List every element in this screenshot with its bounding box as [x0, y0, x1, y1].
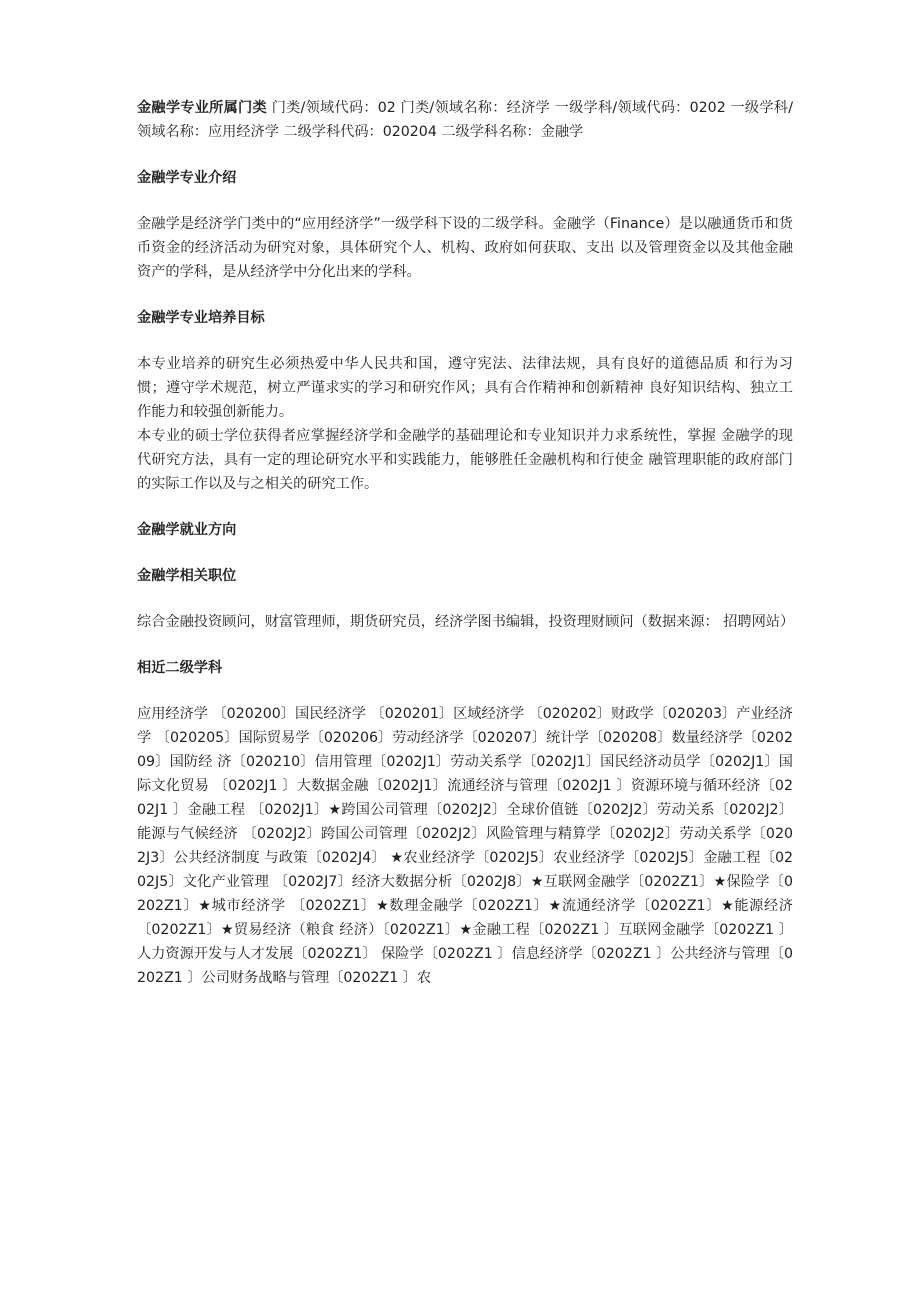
goals-heading: 金融学专业培养目标: [137, 310, 265, 326]
affiliation-text: 门类/领域代码：02 门类/领域名称：经济学 一级学科/领域代码：0202 一级学科/领域名称：应用经济学 二级学科代码：020204 二级学科名称：金融学: [137, 100, 794, 140]
goals-paragraph-1: 本专业培养的研究生必须热爱中华人民共和国，遵守宪法、法律法规，具有良好的道德品质 和行为习惯；遵守学术规范，树立严谨求实的学习和研究作风；具有合作精神和创新精神 良好知识结构、独立工作能力和较强创新能力。: [137, 356, 793, 420]
related-body: 应用经济学 〔020200〕国民经济学 〔020201〕区域经济学 〔020202〕财政学〔020203〕产业经济学 〔020205〕国际贸易学〔020206〕劳动经济学〔020207〕统计学〔020208〕数量经济学〔020209〕国防经 济〔020210〕信用管理〔0202J1〕劳动关系学〔0202J1〕国民经济动员学〔0202J1〕国际文化贸易 〔0202J1 〕大数据金融〔0202J1〕流通经济与管理〔0202J1 〕资源环境与循环经济〔0202J1 〕金融工程 〔0202J1〕★跨国公司管理〔0202J2〕全球价值链〔0202J2〕劳动关系〔0202J2〕能源与气候经济 〔0202J2〕跨国公司管理〔0202J2〕风险管理与精算学〔0202J2〕劳动关系学〔0202J3〕公共经济制度 与政策〔0202J4〕 ★农业经济学〔0202J5〕农业经济学〔0202J5〕金融工程〔0202J5〕文化产业管理 〔0202J7〕经济大数据分析〔0202J8〕★互联网金融学〔0202Z1〕★保险学〔0202Z1〕★城市经济学 〔0202Z1〕★数理金融学〔0202Z1〕★流通经济学〔0202Z1〕★能源经济〔0202Z1〕★贸易经济（粮食 经济）〔0202Z1〕★金融工程〔0202Z1 〕互联网金融学〔0202Z1 〕人力资源开发与人才发展〔0202Z1〕 保险学〔0202Z1 〕信息经济学〔0202Z1 〕公共经济与管理〔0202Z1 〕公司财务战略与管理〔0202Z1 〕农: [137, 706, 793, 986]
employment-heading: 金融学就业方向: [137, 522, 237, 538]
goals-paragraph-2: 本专业的硕士学位获得者应掌握经济学和金融学的基础理论和专业知识并力求系统性，掌握 金融学的现代研究方法，具有一定的理论研究水平和实践能力，能够胜任金融机构和行使金 融管理职能的政府部门的实际工作以及与之相关的研究工作。: [137, 428, 793, 492]
affiliation-label: 金融学专业所属门类: [137, 100, 267, 116]
intro-body: 金融学是经济学门类中的“应用经济学”一级学科下设的二级学科。金融学（Finance）是以融通货币和货币资金的经济活动为研究对象，具体研究个人、机构、政府如何获取、支出 以及管理资金以及其他金融资产的学科，是从经济学中分化出来的学科。: [137, 216, 793, 280]
related-heading: 相近二级学科: [137, 660, 223, 676]
positions-body: 综合金融投资顾问，财富管理师，期货研究员，经济学图书编辑，投资理财顾问（数据来源： 招聘网站）: [137, 614, 795, 630]
positions-heading: 金融学相关职位: [137, 568, 237, 584]
intro-heading: 金融学专业介绍: [137, 170, 237, 186]
document-page: [137, 96, 793, 990]
affiliation-paragraph: [137, 96, 793, 144]
